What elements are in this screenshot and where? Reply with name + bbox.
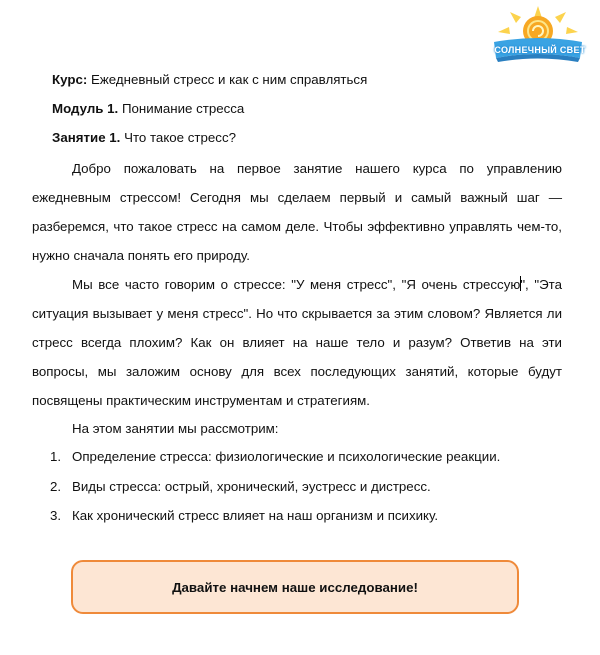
list-number: 2. <box>50 478 62 494</box>
topics-list <box>50 448 500 537</box>
list-item <box>50 507 500 537</box>
course-title: Ежедневный стресс и как с ним справляться <box>90 72 368 87</box>
course-label: Курс: <box>52 72 88 87</box>
paragraph-questions-part1: Мы все часто говорим о стрессе: "У меня стресс", "Я очень стрессую <box>72 277 521 292</box>
lesson-label: Занятие 1. <box>52 130 121 145</box>
course-line <box>52 71 367 89</box>
paragraph-questions <box>32 270 562 415</box>
callout-box <box>71 560 519 614</box>
logo <box>488 4 588 66</box>
module-label: Модуль 1. <box>52 101 119 116</box>
paragraph-questions-part2: ", "Эта ситуация вызывает у меня стресс". Но что скрывается за этим словом? Является ли стресс всегда плохим? Как он влияет на наше тело и разум? Ответив на эти вопросы, мы заложим основу для всех последующих занятий, которые будут посвящены практическим инструментам и стратегиям. <box>32 277 562 408</box>
list-item-text: Как хронический стресс влияет на наш организм и психику. <box>72 508 439 523</box>
callout-text: Давайте начнем наше исследование! <box>172 579 418 595</box>
lesson-line <box>52 129 236 147</box>
list-item-text: Виды стресса: острый, хронический, эустресс и дистресс. <box>72 478 431 494</box>
list-number: 3. <box>50 508 62 523</box>
list-item <box>50 448 500 478</box>
lesson-title: Что такое стресс? <box>124 130 236 145</box>
module-line <box>52 100 244 118</box>
paragraph-welcome: Добро пожаловать на первое занятие нашего курса по управлению ежедневным стрессом! Сегодня мы сделаем первый и самый важный шаг — разберемся, что такое стресс на самом деле. Чтобы эффективно управлять чем-то, нужно сначала понять его природу. <box>32 161 562 263</box>
module-title: Понимание стресса <box>121 101 245 116</box>
list-number: 1. <box>50 449 62 464</box>
list-item-text: Определение стресса: физиологические и психологические реакции. <box>72 449 501 464</box>
topics-intro: На этом занятии мы рассмотрим: <box>72 421 279 436</box>
list-item <box>50 478 500 508</box>
logo-text: СОЛНЕЧНЫЙ СВЕТ <box>494 45 586 55</box>
